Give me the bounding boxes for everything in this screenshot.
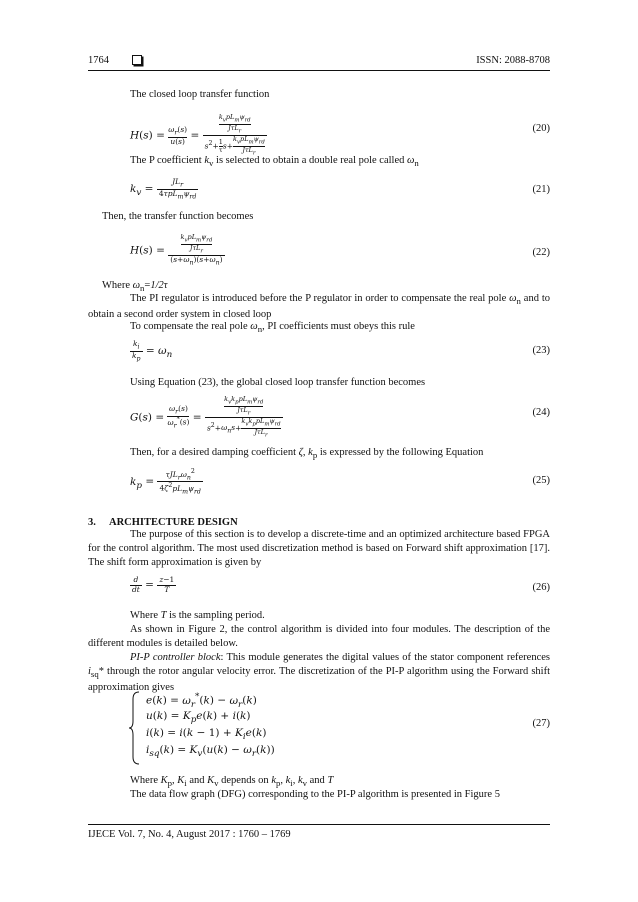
page-header xyxy=(88,54,550,70)
equation-number-24: (24) xyxy=(532,407,550,418)
equation-number-27: (27) xyxy=(532,718,550,729)
text-closed-loop: The closed loop transfer function xyxy=(130,89,270,100)
text-four-modules: As shown in Figure 2, the control algorithm is divided into four modules. The description of the different modules is detailed below. xyxy=(88,624,550,650)
text-where-kp-ki-kv: Where $K_p$, $K_i$ and $K_v$ depends on $k_p$, $k_i$, $k_v$ and T xyxy=(130,775,334,789)
system-line-3: $i(k) = i(k - 1) + K_ie(k)$ xyxy=(146,727,267,743)
equation-23: $\frac{k_i}{k_p}$ = $\omega_n$ xyxy=(132,339,173,363)
left-brace-icon xyxy=(128,691,140,765)
text-transfer-becomes: Then, the transfer function becomes xyxy=(102,211,254,222)
text-where-omega: Where $\omega_n=1/2\tau$ xyxy=(102,280,168,294)
equation-20: H(s) = $\frac{\omega_r(s)}{u(s)}$ = $k_vpL_m\psi_{rd}$ JτL$_r$ $s^2+$ $\frac{1}{\tau}$ s+ $k_vpL_m\psi_{rd}$ JτL$_r$ xyxy=(130,113,265,157)
equation-number-20: (20) xyxy=(532,123,550,134)
text-dfg: The data flow graph (DFG) corresponding to the PI-P algorithm is presented in Figure 5 xyxy=(130,789,500,800)
text-compensate-rule: To compensate the real pole $\omega_n$, PI coefficients must obeys this rule xyxy=(130,321,415,335)
equation-24: G(s) = $\frac{\omega_r(s)}{\omega_r^*(s)}$ = $k_vk_ppL_m\psi_{rd}$ JτL$_r$ $s^2+\omega_ns+$ $k_vk_ppL_m\psi_{rd}$ JτL$_r$ xyxy=(130,395,281,439)
text-using-equation-23: Using Equation (23), the global closed loop transfer function becomes xyxy=(130,377,426,388)
equation-number-23: (23) xyxy=(532,345,550,356)
text-pi-regulator: The PI regulator is introduced before the P regulator in order to compensate the real pole $\omega_n$ and to obtain a second order system in closed loop xyxy=(88,293,550,320)
text-where-t: Where T is the sampling period. xyxy=(130,610,265,621)
section-heading: 3. ARCHITECTURE DESIGN xyxy=(88,517,238,528)
text-section-purpose: The purpose of this section is to develop a discrete-time and an optimized architecture based FPGA for the control algorithm. The most used discretization method is based on Forward shift approximation [17]. The shift form approximation is given by xyxy=(88,529,550,569)
equation-number-22: (22) xyxy=(532,247,550,258)
text-damping-coefficient: Then, for a desired damping coefficient ζ, $k_p$ is expressed by the following Equation xyxy=(130,447,484,461)
checkbox-square-icon xyxy=(132,55,142,65)
text-p-coefficient: The P coefficient $k_v$ is selected to obtain a double real pole called $\omega_n$ xyxy=(130,155,419,169)
equation-25: $k_p$ = $\frac{\tau JL_r\omega_n^2}{4\zeta^2pL_m\psi_{rd}}$ xyxy=(130,468,201,496)
text-pi-p-block: PI-P controller block: This module generates the digital values of the stator component references $i_{sq}*$ through the rotor angular velocity error. The discretization of the PI-P algorithm using the Forward shift approximation gives xyxy=(88,652,550,694)
page-number: 1764 xyxy=(88,55,109,66)
footer-rule xyxy=(88,824,550,825)
equation-number-25: (25) xyxy=(532,475,550,486)
equation-21: $k_v$ = $\frac{JL_r}{4\tau pL_m\psi_{rd}}$ xyxy=(130,177,197,201)
header-rule xyxy=(88,70,550,71)
equation-number-21: (21) xyxy=(532,184,550,195)
equation-22: H(s) = $k_vpL_m\psi_{rd}$ JτL$_r$ $(s+\omega_n)(s+\omega_n)$ xyxy=(130,233,223,267)
equation-26: $\frac{d}{dt}$ = $\frac{z-1}{T}$ xyxy=(132,575,175,594)
pi-p-block-label: PI-P controller block xyxy=(130,652,221,663)
page-footer: IJECE Vol. 7, No. 4, August 2017 : 1760 – 1769 xyxy=(88,829,291,840)
equation-number-26: (26) xyxy=(532,582,550,593)
issn-label: ISSN: 2088-8708 xyxy=(476,55,550,66)
system-line-1: $e(k) = \omega_r^*(k) - \omega_r(k)$ xyxy=(146,692,257,710)
system-line-2: $u(k) = K_pe(k) + i(k)$ xyxy=(146,710,251,726)
system-line-4: $i_{sq}(k) = K_v(u(k) - \omega_r(k))$ xyxy=(146,744,275,760)
